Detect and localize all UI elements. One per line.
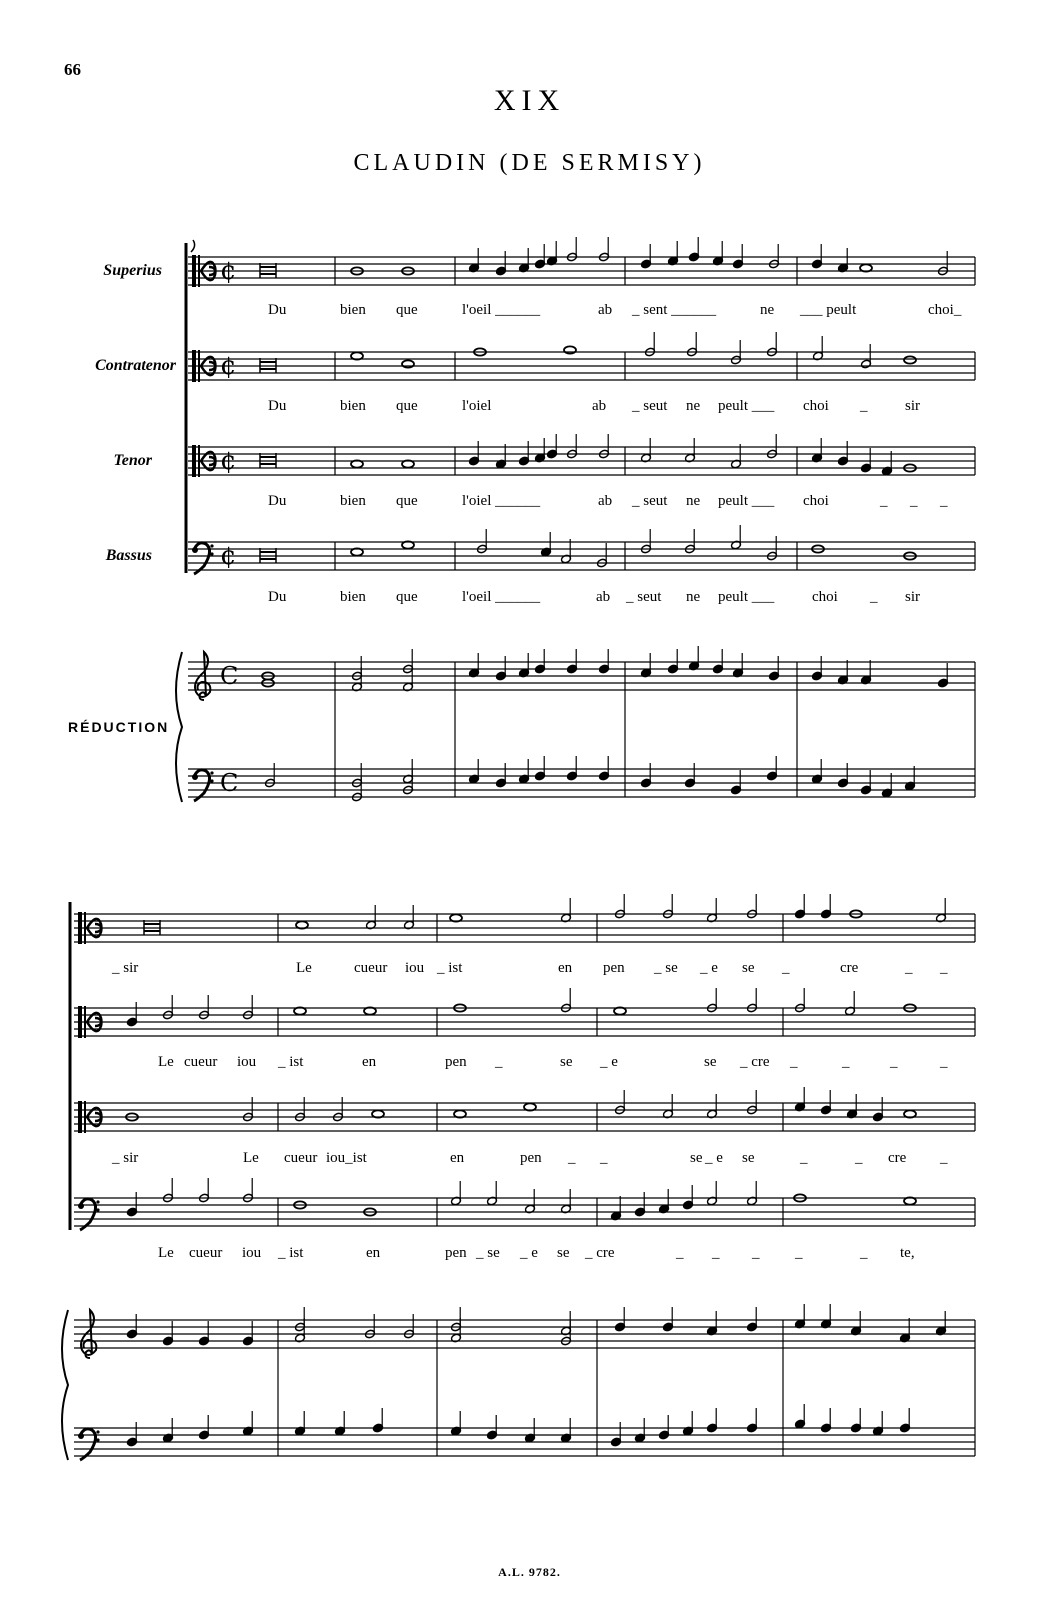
f-clef-dot [96, 1438, 99, 1441]
system2-contratenor-lyric-syllable: en [362, 1054, 377, 1070]
system1-contratenor-lyric-syllable: _ [860, 398, 868, 414]
system1-tenor-lyric-syllable: _ [940, 493, 948, 509]
system1-bassus-lyric-syllable: Du [268, 589, 287, 605]
system1-superius-lyric-syllable: l'oeil ______ [462, 302, 541, 318]
system2-tenor-lyric-syllable: se [690, 1150, 703, 1166]
voice-label-contratenor: Contratenor [95, 357, 176, 374]
system1-bassus-lyric-syllable: sir [905, 589, 920, 605]
system2-superius-lyric-syllable: _ sir [112, 960, 139, 976]
c-clef-bar [78, 1101, 82, 1133]
system2-bassus-lyric-syllable: pen [445, 1245, 467, 1261]
f-clef-dot [192, 774, 198, 780]
system2-superius-lyric-syllable: cueur [354, 960, 388, 976]
c-clef-bar [84, 912, 86, 944]
c-clef-bar [78, 1006, 82, 1038]
voice-label-tenor: Tenor [113, 452, 152, 469]
system1-tenor-lyric-syllable: choi [803, 493, 829, 509]
system1-tenor-lyric-syllable: Du [268, 493, 287, 509]
system1-tenor-lyric-syllable: _ [880, 493, 888, 509]
system1-superius-lyric-syllable: ___ peult [800, 302, 857, 318]
system1-reduction-brace [176, 652, 182, 802]
system1-tenor-lyric-syllable: l'oiel ______ [462, 493, 541, 509]
system2-tenor-lyric-syllable: en [450, 1150, 465, 1166]
system1-superius-lyric-syllable: _ sent ______ [632, 302, 717, 318]
f-clef-dot [78, 1433, 84, 1439]
system2-tenor-lyric-syllable: _ [568, 1150, 576, 1166]
c-clef-bar [198, 350, 200, 382]
system2-reduction-brace [62, 1310, 68, 1460]
cut-time-sig: ¢ [220, 446, 237, 476]
c-clef-bar [84, 1101, 86, 1133]
system1-superius-lyric-syllable: Du [268, 302, 287, 318]
common-time-sig: C [220, 769, 239, 797]
system2-superius-lyric-syllable: _ [905, 960, 913, 976]
system2-contratenor-lyric-syllable: pen [445, 1054, 467, 1070]
composer-name: CLAUDIN (DE SERMISY) [353, 150, 706, 176]
system1-contratenor-lyric-syllable: choi [803, 398, 829, 414]
page-number: 66 [64, 60, 81, 79]
system1-superius-lyric-syllable: que [396, 302, 418, 318]
voice-label-superius: Superius [103, 262, 162, 279]
system2-tenor-lyric-syllable: _ [600, 1150, 608, 1166]
f-clef-dot [210, 779, 213, 782]
system1-bassus-lyric-syllable: bien [340, 589, 366, 605]
system2-contratenor-lyric-syllable: _ [842, 1054, 850, 1070]
system2-contratenor-lyric-syllable: _ cre [740, 1054, 770, 1070]
system2-superius-lyric-syllable: se [742, 960, 755, 976]
piece-number: XIX [493, 84, 566, 117]
common-time-sig: C [220, 662, 239, 690]
system2-bassus-lyric-syllable: _ [860, 1245, 868, 1261]
system2-superius-lyric-syllable: en [558, 960, 573, 976]
system2-contratenor-lyric-syllable: iou [237, 1054, 257, 1070]
system2-superius-lyric-syllable: Le [296, 960, 312, 976]
system2-bassus-lyric-syllable: cueur [189, 1245, 223, 1261]
cut-time-sig: ¢ [220, 351, 237, 381]
system2-superius-lyric-syllable: _ [940, 960, 948, 976]
system2-superius-lyric-syllable: pen [603, 960, 625, 976]
system2-superius-lyric-syllable: _ ist [437, 960, 463, 976]
system2-contratenor-lyric-syllable: _ [890, 1054, 898, 1070]
system2-bassus-lyric-syllable: _ se [476, 1245, 500, 1261]
system2-bassus-lyric-syllable: te, [900, 1245, 915, 1261]
system1-superius-lyric-syllable: ab [598, 302, 613, 318]
system2-bassus-lyric-syllable: _ [752, 1245, 760, 1261]
system1-superius-lyric-syllable: choi_ [928, 302, 962, 318]
system2-contratenor-lyric-syllable: Le [158, 1054, 174, 1070]
system2-superius-lyric-syllable: cre [840, 960, 859, 976]
system2-contratenor-lyric-syllable: _ [940, 1054, 948, 1070]
system2-bassus-lyric-syllable: _ ist [278, 1245, 304, 1261]
system2-tenor-lyric-syllable: pen [520, 1150, 542, 1166]
system2-tenor-lyric-syllable: cre [888, 1150, 907, 1166]
c-clef-bar [84, 1006, 86, 1038]
system1-contratenor-lyric-syllable: que [396, 398, 418, 414]
system1-bracket-hook [191, 240, 195, 252]
f-clef-dot [192, 547, 198, 553]
system2-bassus-lyric-syllable: _ [676, 1245, 684, 1261]
system2-bassus-lyric-syllable: _ e [520, 1245, 538, 1261]
f-clef-dot [210, 552, 213, 555]
system2-contratenor-lyric-syllable: se [560, 1054, 573, 1070]
f-clef-dot [210, 771, 213, 774]
system1-contratenor-lyric-syllable: peult ___ [718, 398, 775, 414]
plate-number: A.L. 9782. [498, 1565, 561, 1579]
system2-superius-lyric-syllable: _ [782, 960, 790, 976]
system2-bassus-lyric-syllable: _ cre [585, 1245, 615, 1261]
system1-contratenor-lyric-syllable: Du [268, 398, 287, 414]
system2-contratenor-lyric-syllable: _ [495, 1054, 503, 1070]
system2-tenor-lyric-syllable: _ e [705, 1150, 723, 1166]
system2-bassus-lyric-syllable: en [366, 1245, 381, 1261]
c-clef-bar [192, 445, 196, 477]
system1-bassus-lyric-syllable: _ [870, 589, 878, 605]
system2-tenor-lyric-syllable: _ sir [112, 1150, 139, 1166]
system2-contratenor-lyric-syllable: _ e [600, 1054, 618, 1070]
system1-tenor-lyric-syllable: peult ___ [718, 493, 775, 509]
system2-tenor-lyric-syllable: _ [800, 1150, 808, 1166]
note-whole [904, 356, 916, 363]
system2-bassus-lyric-syllable: se [557, 1245, 570, 1261]
system1-bassus-lyric-syllable: _ seut [626, 589, 662, 605]
reduction-label: RÉDUCTION [68, 719, 170, 735]
system2-tenor-lyric-syllable: _ [855, 1150, 863, 1166]
system1-contratenor-lyric-syllable: ab [592, 398, 607, 414]
system2-superius-lyric-syllable: iou [405, 960, 425, 976]
c-clef-bar [78, 912, 82, 944]
system2-tenor-lyric-syllable: se [742, 1150, 755, 1166]
system2-tenor-lyric-syllable: iou_ist [326, 1150, 367, 1166]
f-clef-dot [96, 1208, 99, 1211]
system1-tenor-lyric-syllable: _ seut [632, 493, 668, 509]
system1-bassus-lyric-syllable: choi [812, 589, 838, 605]
system1-contratenor-lyric-syllable: ne [686, 398, 701, 414]
system1-superius-lyric-syllable: ne [760, 302, 775, 318]
system2-contratenor-lyric-syllable: cueur [184, 1054, 218, 1070]
system2-bassus-lyric-syllable: _ [712, 1245, 720, 1261]
c-clef-bar [198, 445, 200, 477]
system1-tenor-lyric-syllable: _ [910, 493, 918, 509]
f-clef-dot [96, 1200, 99, 1203]
system2-tenor-lyric-syllable: _ [940, 1150, 948, 1166]
cut-time-sig: ¢ [220, 541, 237, 571]
system1-bassus-lyric-syllable: peult ___ [718, 589, 775, 605]
f-clef-dot [78, 1203, 84, 1209]
system1-bassus-lyric-syllable: ne [686, 589, 701, 605]
system1-bassus-lyric-syllable: l'oeil ______ [462, 589, 541, 605]
system1-tenor-lyric-syllable: que [396, 493, 418, 509]
system1-bassus-lyric-syllable: que [396, 589, 418, 605]
cut-time-sig: ¢ [220, 256, 237, 286]
system2-bassus-lyric-syllable: Le [158, 1245, 174, 1261]
system1-contratenor-lyric-syllable: l'oiel [462, 398, 492, 414]
system2-tenor-lyric-syllable: cueur [284, 1150, 318, 1166]
system1-contratenor-lyric-syllable: sir [905, 398, 920, 414]
system1-contratenor-lyric-syllable: bien [340, 398, 366, 414]
system2-contratenor-lyric-syllable: _ [790, 1054, 798, 1070]
c-clef-bar [198, 255, 200, 287]
system2-contratenor-lyric-syllable: _ ist [278, 1054, 304, 1070]
c-clef-bar [192, 350, 196, 382]
system2-superius-lyric-syllable: _ se [654, 960, 678, 976]
system1-contratenor-lyric-syllable: _ seut [632, 398, 668, 414]
system2-contratenor-lyric-syllable: se [704, 1054, 717, 1070]
f-clef-dot [96, 1430, 99, 1433]
system1-tenor-lyric-syllable: bien [340, 493, 366, 509]
f-clef-dot [210, 544, 213, 547]
system2-tenor-lyric-syllable: Le [243, 1150, 259, 1166]
system1-tenor-lyric-syllable: ne [686, 493, 701, 509]
system1-superius-lyric-syllable: bien [340, 302, 366, 318]
voice-label-bassus: Bassus [105, 547, 152, 564]
system2-superius-lyric-syllable: _ e [700, 960, 718, 976]
system2-bassus-lyric-syllable: iou [242, 1245, 262, 1261]
system2-bassus-lyric-syllable: _ [795, 1245, 803, 1261]
system1-bassus-lyric-syllable: ab [596, 589, 611, 605]
c-clef-bar [192, 255, 196, 287]
system1-tenor-lyric-syllable: ab [598, 493, 613, 509]
